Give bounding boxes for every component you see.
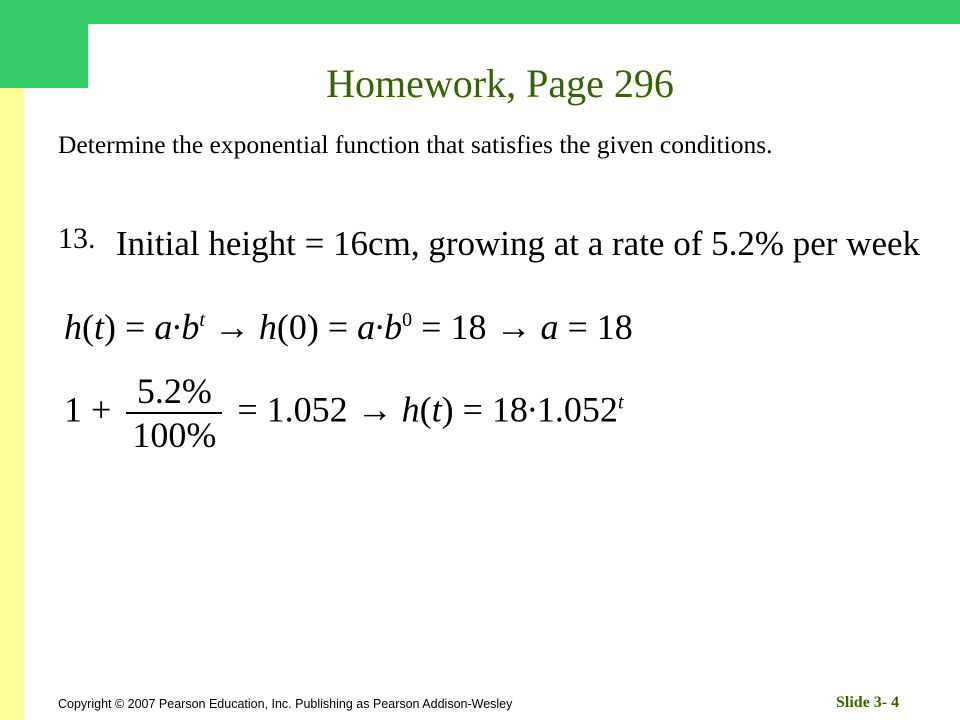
problem-statement: Initial height = 16cm, growing at a rate of 5.2% per week: [116, 224, 921, 263]
slide-number: Slide 3- 4: [836, 694, 900, 711]
instruction-text: Determine the exponential function that satisfies the given conditions.: [58, 130, 773, 159]
top-decor-band: [0, 0, 960, 24]
slide-title: Homework, Page 296: [326, 61, 674, 106]
equation-line-1: $h(t) = a\cdot b^t \to h(0) = a\cdot b^0 = 18 \to a = 18$: [64, 307, 633, 347]
problem-number: 13.: [58, 222, 96, 255]
left-decor-strip: [0, 88, 24, 720]
rate-fraction: $\frac{5.2\%}{100\%}$: [126, 370, 222, 456]
copyright-notice: Copyright © 2007 Pearson Education, Inc. Publishing as Pearson Addison-Wesley: [58, 697, 513, 711]
equation-line-2: 1 + $\frac{5.2\%}{100\%}$ = $1.052 \to h(t) = 18\cdot 1.052^t$: [64, 371, 624, 455]
